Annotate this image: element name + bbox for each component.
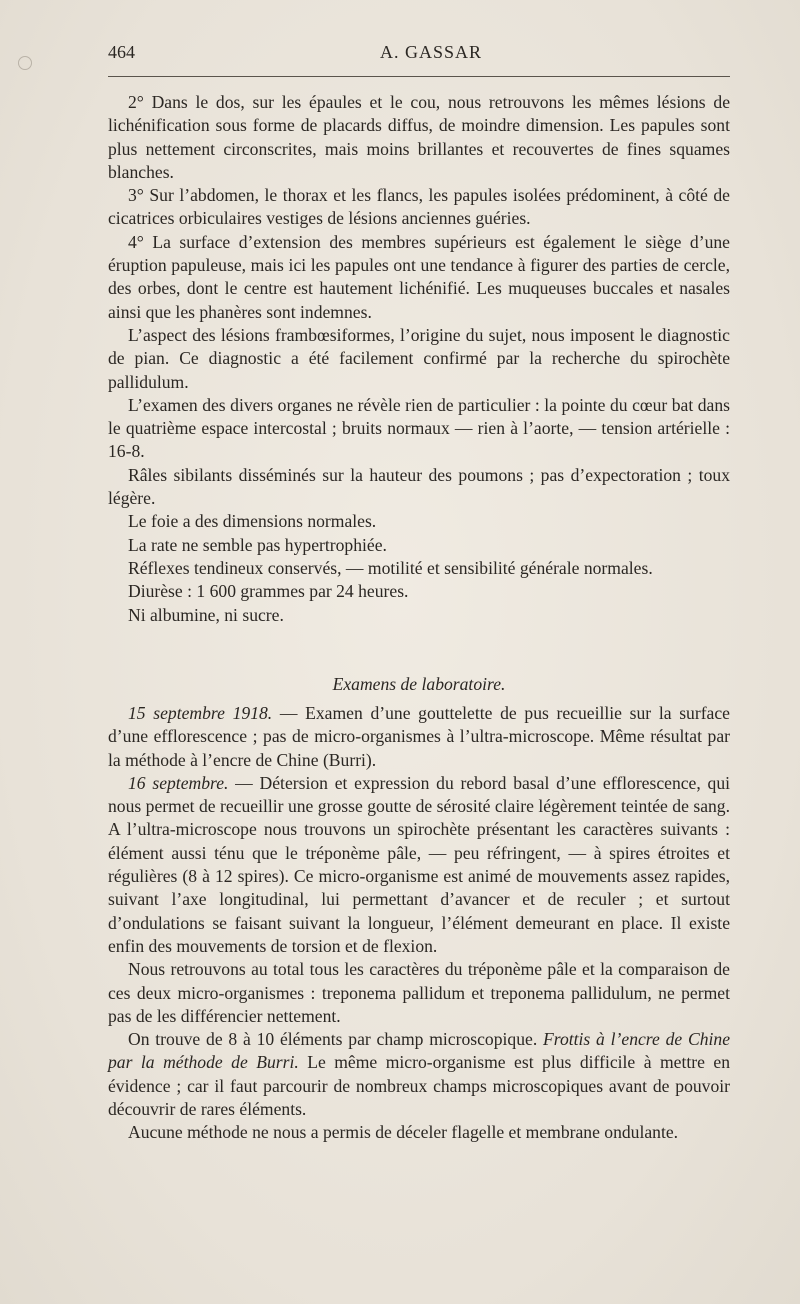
- section-title-laboratory: Examens de laboratoire.: [332, 674, 506, 694]
- page-number: 464: [108, 42, 135, 62]
- paragraph-element-count: [108, 1028, 730, 1121]
- clinical-description: [108, 91, 730, 627]
- lab-entry-16-september: [108, 772, 730, 958]
- burri-method-text: Frottis à l’encre de Chine par la méthode de Burri.: [108, 1029, 731, 1073]
- paragraph-upper-limbs: 4° La surface d’extension des membres supérieurs est également le siège d’une éruption papuleuse, mais ici les papules ont une tendance à figurer des parties de cercle, des orbes, dont le centre est hautement lichénifié. Les muqueuses buccales et nasales ainsi que les phanères sont indemnes.: [108, 231, 730, 322]
- paragraph-lungs: Râles sibilants disséminés sur la hauteur des poumons ; pas d’expectoration ; toux légère.: [108, 464, 730, 509]
- paragraph-back-lesions: 2° Dans le dos, sur les épaules et le cou, nous retrouvons les mêmes lésions de lichénification sous forme de placards diffus, de moindre dimension. Les papules sont plus nettement circonscrites, mais moins brillantes et recouvertes de fines squames blanches.: [108, 92, 730, 182]
- page-header: [108, 38, 730, 68]
- punch-hole-mark: [18, 56, 32, 70]
- paragraph-diagnosis: L’aspect des lésions frambœsiformes, l’origine du sujet, nous imposent le diagnostic de pian. Ce diagnostic a été facilement confirmé par la recherche du spirochète pallidulum.: [108, 324, 730, 392]
- paragraph-abdomen: 3° Sur l’abdomen, le thorax et les flancs, les papules isolées prédominent, à côté de cicatrices orbiculaires vestiges de lésions anciennes guéries.: [108, 185, 730, 229]
- paragraph-spleen: La rate ne semble pas hypertrophiée.: [128, 534, 387, 555]
- header-rule: [108, 76, 730, 77]
- laboratory-section: [108, 702, 730, 1145]
- count-rest: Le même micro-organisme est plus difficile à mettre en évidence ; car il faut parcourir de nombreux champs microscopiques avant de pouvoir découvrir de rares éléments.: [108, 1052, 730, 1120]
- entry-text: — Examen d’une gouttelette de pus recueillie sur la surface d’une efflorescence ; pas de micro-organismes à l’ultra-microscope. Même résultat par la méthode à l’encre de Chine (Burri).: [108, 703, 730, 770]
- paragraph-reflexes: Réflexes tendineux conservés, — motilité et sensibilité générale normales.: [128, 557, 653, 578]
- running-title: A. GASSAR: [380, 42, 483, 62]
- paragraph-urine: Ni albumine, ni sucre.: [128, 604, 284, 625]
- paragraph-organs: L’examen des divers organes ne révèle rien de particulier : la pointe du cœur bat dans le quatrième espace intercostal ; bruits normaux — rien à l’aorte, — tension artérielle : 16-8.: [108, 394, 730, 462]
- paragraph-diuresis: Diurèse : 1 600 grammes par 24 heures.: [128, 581, 409, 602]
- paragraph-liver: Le foie a des dimensions normales.: [128, 511, 377, 532]
- count-text: On trouve de 8 à 10 éléments par champ microscopique.: [128, 1029, 544, 1050]
- entry-text: — Détersion et expression du rebord basal d’une efflorescence, qui nous permet de recueillir une grosse goutte de sérosité claire légèrement teintée de sang. A l’ultra-microscope nous trouvons un spirochète présentant les caractères suivants : élément aussi ténu que le tréponème pâle, — peu réfringent, — à spires étroites et régulières (8 à 12 spires). Ce micro-organisme est animé de mouvements assez rapides, suivant l’axe longitudinal, lui permettant d’avancer et de reculer ; et surtout d’ondulations se faisant suivant la longueur, l’élément demeurant en place. Il existe enfin des mouvements de torsion et de flexion.: [108, 772, 731, 956]
- entry-date: 16 septembre.: [128, 772, 229, 793]
- paragraph-comparison: Nous retrouvons au total tous les caractères du tréponème pâle et la comparaison de ces deux micro-organismes : treponema pallidum et treponema pallidulum, ne permet pas de les différencier nettement.: [108, 959, 730, 1026]
- lab-entry-15-september: [108, 702, 730, 772]
- paragraph-conclusion: Aucune méthode ne nous a permis de déceler flagelle et membrane ondulante.: [128, 1122, 679, 1143]
- entry-date: 15 septembre 1918.: [128, 703, 273, 723]
